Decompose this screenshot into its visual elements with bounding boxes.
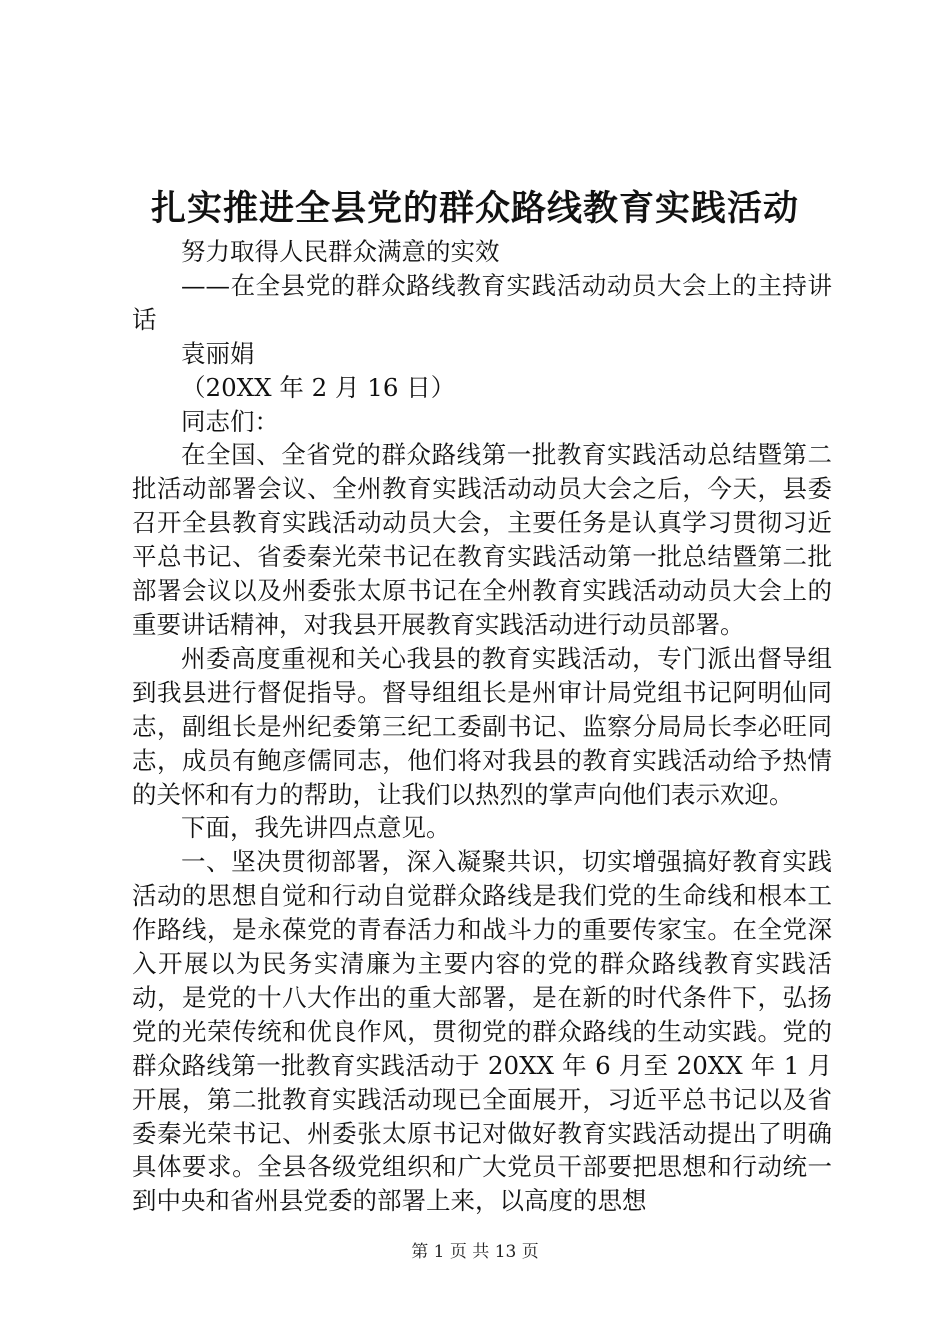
- subtitle: 努力取得人民群众满意的实效: [181, 237, 500, 266]
- speech-date: （20XX 年 2 月 16 日）: [181, 372, 456, 402]
- document-title: 扎实推进全县党的群众路线教育实践活动: [150, 188, 799, 229]
- author-name: 袁丽娟: [181, 338, 255, 368]
- page-footer: 第 1 页 共 13 页: [411, 1242, 539, 1262]
- paragraph: 在全国、全省党的群众路线第一批教育实践活动总结暨第二批活动部署会议、全州教育实践活动动员大会之后，今天，县委召开全县教育实践活动动员大会，主要任务是认真学习贯彻习近平总书记、省委秦光荣书记在教育实践活动第一批总结暨第二批部署会议以及州委张太原书记在全州教育实践活动动员大会上的重要讲话精神，对我县开展教育实践活动进行动员部署。: [132, 440, 832, 639]
- document-body: [132, 235, 832, 1218]
- occasion-line: ——在全县党的群众路线教育实践活动动员大会上的主持讲话: [132, 270, 832, 334]
- salutation: 同志们：: [181, 406, 279, 436]
- paragraph: 一、坚决贯彻部署，深入凝聚共识，切实增强搞好教育实践活动的思想自觉和行动自觉群众路线是我们党的生命线和根本工作路线，是永葆党的青春活力和战斗力的重要传家宝。在全党深入开展以为民务实清廉为主要内容的党的群众路线教育实践活动，是党的十八大作出的重大部署，是在新的时代条件下，弘扬党的光荣传统和优良作风，贯彻党的群众路线的生动实践。党的群众路线第一批教育实践活动于 20XX 年 6 月至 20XX 年 1 月开展，第二批教育实践活动现已全面展开，习近平总书记以及省委秦光荣书记、州委张太原书记对做好教育实践活动提出了明确具体要求。全县各级党组织和广大党员干部要把思想和行动统一到中央和省州县党委的部署上来，以高度的思想: [132, 847, 832, 1216]
- paragraph: 下面，我先讲四点意见。: [181, 813, 451, 843]
- paragraph: 州委高度重视和关心我县的教育实践活动，专门派出督导组到我县进行督促指导。督导组组长是州审计局党组书记阿明仙同志，副组长是州纪委第三纪工委副书记、监察分局局长李必旺同志，成员有鲍彦儒同志，他们将对我县的教育实践活动给予热情的关怀和有力的帮助，让我们以热烈的掌声向他们表示欢迎。: [132, 643, 832, 809]
